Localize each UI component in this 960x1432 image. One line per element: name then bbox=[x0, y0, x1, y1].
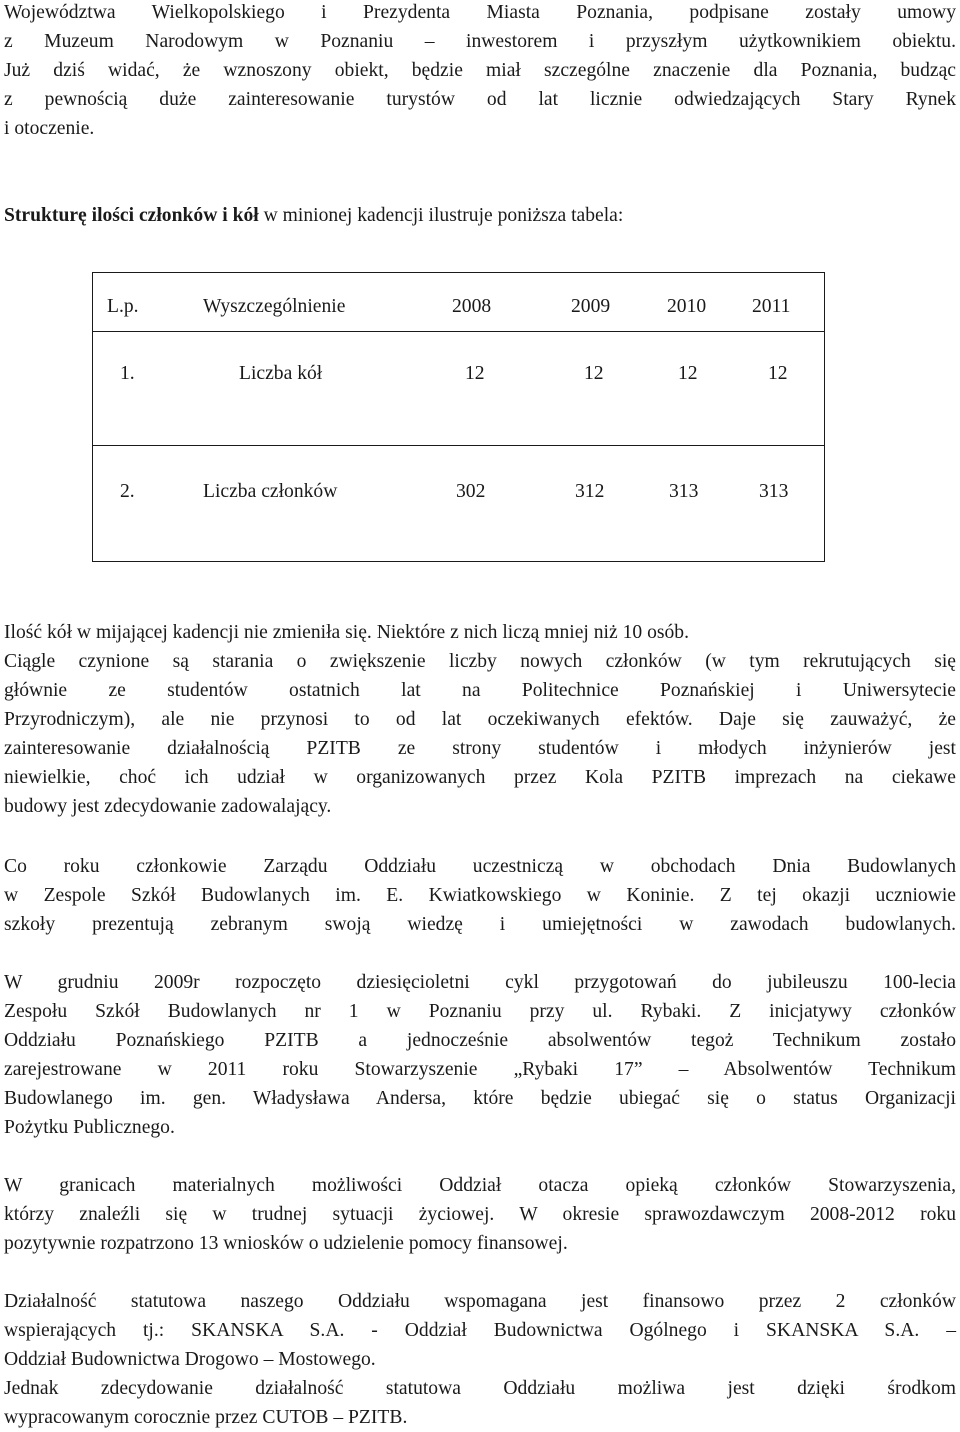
row2-label: Liczba członków bbox=[203, 481, 338, 502]
text-line: z pewnością duże zainteresowanie turystów od lat licznie odwiedzających Stary Rynek bbox=[4, 89, 956, 110]
table-intro-rest: w minionej kadencji ilustruje poniższa tabela: bbox=[258, 205, 624, 226]
header-2008: 2008 bbox=[452, 296, 492, 317]
header-2010: 2010 bbox=[667, 296, 707, 317]
row1-lp: 1. bbox=[120, 363, 135, 384]
row1-2010: 12 bbox=[678, 363, 698, 384]
text-line: Województwa Wielkopolskiego i Prezydenta Miasta Poznania, podpisane zostały umowy bbox=[4, 2, 956, 23]
row1-label: Liczba kół bbox=[239, 363, 323, 384]
row1-2011: 12 bbox=[768, 363, 788, 384]
text-line: Zespołu Szkół Budowlanych nr 1 w Poznaniu przy ul. Rybaki. Z inicjatywy członków bbox=[4, 1001, 956, 1022]
circles-paragraph bbox=[4, 618, 956, 821]
text-line: Oddział Budownictwa Drogowo – Mostowego. bbox=[4, 1349, 376, 1370]
text-line: zarejestrowane w 2011 roku Stowarzyszenie „Rybaki 17” – Absolwentów Technikum bbox=[4, 1059, 956, 1080]
text-line: w Zespole Szkół Budowlanych im. E. Kwiatkowskiego w Koninie. Z tej okazji uczniowie bbox=[4, 885, 956, 906]
header-2009: 2009 bbox=[571, 296, 611, 317]
text-line: budowy jest zdecydowanie zadowalający. bbox=[4, 796, 332, 817]
table-divider bbox=[93, 331, 824, 332]
table-intro bbox=[4, 201, 956, 230]
table-divider bbox=[93, 445, 824, 446]
text-line: Pożytku Publicznego. bbox=[4, 1117, 175, 1138]
text-line: Budowlanego im. gen. Władysława Andersa, które będzie ubiegać się o status Organizacji bbox=[4, 1088, 956, 1109]
row2-2008: 302 bbox=[456, 481, 486, 502]
text-line: Przyrodniczym), ale nie przynosi to od lat oczekiwanych efektów. Daje się zauważyć, że bbox=[4, 709, 956, 730]
row2-2009: 312 bbox=[575, 481, 605, 502]
text-line: zainteresowanie działalnością PZITB ze strony studentów i młodych inżynierów jest bbox=[4, 738, 956, 759]
members-table bbox=[92, 272, 825, 562]
text-line: Ilość kół w mijającej kadencji nie zmieniła się. Niektóre z nich liczą mniej niż 10 osób. bbox=[4, 622, 690, 643]
text-line: Działalność statutowa naszego Oddziału wspomagana jest finansowo przez 2 członków bbox=[4, 1291, 956, 1312]
row2-2011: 313 bbox=[759, 481, 789, 502]
header-lp: L.p. bbox=[107, 296, 139, 317]
funding-paragraph bbox=[4, 1287, 956, 1432]
text-line: pozytywnie rozpatrzono 13 wniosków o udzielenie pomocy finansowej. bbox=[4, 1233, 568, 1254]
builders-day-paragraph bbox=[4, 852, 956, 939]
text-line: Jednak zdecydowanie działalność statutowa Oddziału możliwa jest dzięki środkom bbox=[4, 1378, 956, 1399]
text-line: którzy znaleźli się w trudnej sytuacji życiowej. W okresie sprawozdawczym 2008-2012 roku bbox=[4, 1204, 956, 1225]
row2-2010: 313 bbox=[669, 481, 699, 502]
text-line: Oddziału Poznańskiego PZITB a jednocześnie absolwentów tegoż Technikum zostało bbox=[4, 1030, 956, 1051]
row1-2008: 12 bbox=[465, 363, 485, 384]
anniversary-paragraph bbox=[4, 968, 956, 1142]
assistance-paragraph bbox=[4, 1171, 956, 1258]
intro-paragraph bbox=[4, 0, 956, 143]
row2-lp: 2. bbox=[120, 481, 135, 502]
table-intro-bold: Strukturę ilości członków i kół bbox=[4, 205, 259, 226]
row1-2009: 12 bbox=[584, 363, 604, 384]
text-line: Już dziś widać, że wznoszony obiekt, będzie miał szczególne znaczenie dla Poznania, budząc bbox=[4, 60, 956, 81]
text-line: z Muzeum Narodowym w Poznaniu – inwestorem i przyszłym użytkownikiem obiektu. bbox=[4, 31, 956, 52]
header-wyszczegolnienie: Wyszczególnienie bbox=[203, 296, 346, 317]
text-line: Ciągle czynione są starania o zwiększenie liczby nowych członków (w tym rekrutujących się bbox=[4, 651, 956, 672]
text-line: głównie ze studentów ostatnich lat na Politechnice Poznańskiej i Uniwersytecie bbox=[4, 680, 956, 701]
text-line: wspierających tj.: SKANSKA S.A. - Oddział Budownictwa Ogólnego i SKANSKA S.A. – bbox=[4, 1320, 956, 1341]
text-line: szkoły prezentują zebranym swoją wiedzę i umiejętności w zawodach budowlanych. bbox=[4, 914, 956, 935]
text-line: W grudniu 2009r rozpoczęto dziesięcioletni cykl przygotowań do jubileuszu 100-lecia bbox=[4, 972, 956, 993]
header-2011: 2011 bbox=[752, 296, 791, 317]
text-line: niewielkie, choć ich udział w organizowanych przez Kola PZITB imprezach na ciekawe bbox=[4, 767, 956, 788]
text-line: wypracowanym corocznie przez CUTOB – PZITB. bbox=[4, 1407, 408, 1428]
text-line: W granicach materialnych możliwości Oddział otacza opieką członków Stowarzyszenia, bbox=[4, 1175, 956, 1196]
text-line: i otoczenie. bbox=[4, 118, 95, 139]
text-line: Co roku członkowie Zarządu Oddziału uczestniczą w obchodach Dnia Budowlanych bbox=[4, 856, 956, 877]
